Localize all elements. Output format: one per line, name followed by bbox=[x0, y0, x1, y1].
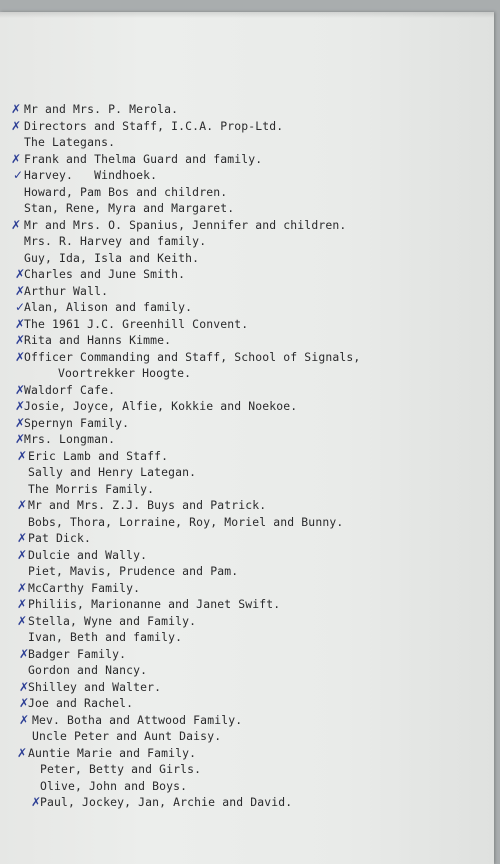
list-item bbox=[0, 316, 494, 333]
list-item-text: Mev. Botha and Attwood Family. bbox=[32, 712, 243, 727]
list-item-text: McCarthy Family. bbox=[28, 580, 141, 595]
list-item-text: Eric Lamb and Staff. bbox=[28, 448, 169, 463]
handwritten-cross-mark: ✗ bbox=[17, 580, 28, 595]
list-item bbox=[0, 514, 494, 531]
list-item bbox=[0, 134, 494, 151]
list-item-text: Guy, Ida, Isla and Keith. bbox=[24, 250, 200, 265]
list-item-text: Waldorf Cafe. bbox=[24, 382, 116, 397]
handwritten-cross-mark: ✗ bbox=[17, 531, 28, 545]
list-item-text: Mrs. Longman. bbox=[24, 432, 116, 446]
list-item-text: Sally and Henry Lategan. bbox=[28, 465, 197, 479]
list-item-text: Dulcie and Wally. bbox=[28, 547, 148, 562]
list-item-text: Stan, Rene, Myra and Margaret. bbox=[24, 201, 235, 215]
handwritten-cross-mark: ✗ bbox=[15, 432, 26, 446]
list-item-text: Joe and Rachel. bbox=[28, 696, 134, 710]
list-item bbox=[0, 151, 494, 168]
list-item bbox=[0, 464, 494, 481]
handwritten-check-mark: ✓ bbox=[13, 168, 24, 182]
list-item bbox=[0, 349, 494, 366]
list-item-text: Auntie Marie and Family. bbox=[28, 745, 197, 760]
name-list bbox=[0, 101, 494, 811]
list-item-text: Rita and Hanns Kimme. bbox=[24, 333, 172, 347]
handwritten-cross-mark: ✗ bbox=[19, 646, 30, 661]
list-item bbox=[0, 415, 494, 432]
list-item bbox=[0, 761, 494, 778]
list-item bbox=[0, 596, 494, 613]
handwritten-cross-mark: ✗ bbox=[11, 102, 22, 116]
list-item-text: The 1961 J.C. Greenhill Convent. bbox=[24, 316, 249, 331]
handwritten-cross-mark: ✗ bbox=[15, 349, 26, 364]
list-item bbox=[0, 745, 494, 762]
list-item-text: Harvey. Windhoek. bbox=[24, 168, 158, 182]
list-item bbox=[0, 431, 494, 448]
list-item-text: Josie, Joyce, Alfie, Kokkie and Noekoe. bbox=[24, 399, 298, 413]
list-item-text: Directors and Staff, I.C.A. Prop-Ltd. bbox=[24, 118, 284, 133]
list-item bbox=[0, 200, 494, 217]
list-item bbox=[0, 778, 494, 795]
list-item bbox=[0, 283, 494, 300]
list-item-text: Ivan, Beth and family. bbox=[28, 630, 183, 644]
list-item-text: Voortrekker Hoogte. bbox=[44, 366, 192, 380]
handwritten-cross-mark: ✗ bbox=[19, 679, 30, 694]
list-item-text: Philiis, Marionanne and Janet Swift. bbox=[28, 597, 281, 611]
handwritten-cross-mark: ✗ bbox=[11, 151, 22, 166]
list-item bbox=[0, 629, 494, 646]
list-item bbox=[0, 101, 494, 118]
list-item bbox=[0, 712, 494, 729]
list-item-text: Gordon and Nancy. bbox=[28, 663, 148, 677]
handwritten-cross-mark: ✗ bbox=[17, 498, 28, 512]
list-item bbox=[0, 332, 494, 349]
list-item bbox=[0, 563, 494, 580]
list-item-text: Stella, Wyne and Family. bbox=[28, 613, 197, 628]
handwritten-cross-mark: ✗ bbox=[15, 415, 26, 430]
list-item bbox=[0, 728, 494, 745]
handwritten-cross-mark: ✗ bbox=[15, 316, 26, 331]
list-item bbox=[0, 382, 494, 399]
list-item-text: Officer Commanding and Staff, School of Signals, bbox=[24, 349, 361, 364]
list-item bbox=[0, 233, 494, 250]
handwritten-cross-mark: ✗ bbox=[31, 795, 42, 809]
list-item-text: Olive, John and Boys. bbox=[40, 778, 188, 793]
list-item-text: The Morris Family. bbox=[28, 481, 155, 496]
handwritten-cross-mark: ✗ bbox=[19, 696, 30, 710]
handwritten-check-mark: ✓ bbox=[15, 300, 26, 314]
handwritten-cross-mark: ✗ bbox=[11, 217, 22, 232]
list-item bbox=[0, 448, 494, 465]
handwritten-cross-mark: ✗ bbox=[15, 382, 26, 397]
list-item bbox=[0, 580, 494, 597]
list-item bbox=[0, 184, 494, 201]
list-item-text: Spernyn Family. bbox=[24, 415, 130, 430]
handwritten-cross-mark: ✗ bbox=[17, 448, 28, 463]
handwritten-cross-mark: ✗ bbox=[17, 547, 28, 562]
list-item-text: Shilley and Walter. bbox=[28, 679, 162, 694]
list-item-text: Frank and Thelma Guard and family. bbox=[24, 151, 263, 166]
list-item-text: Peter, Betty and Girls. bbox=[40, 762, 202, 776]
list-item bbox=[0, 547, 494, 564]
list-item bbox=[0, 481, 494, 498]
list-item bbox=[0, 299, 494, 316]
handwritten-cross-mark: ✗ bbox=[11, 118, 22, 133]
list-item bbox=[0, 679, 494, 696]
list-item-text: Mr and Mrs. O. Spanius, Jennifer and children. bbox=[24, 217, 347, 232]
list-item-text: Badger Family. bbox=[28, 646, 127, 661]
list-item-text: Howard, Pam Bos and children. bbox=[24, 184, 228, 199]
list-item-text: Pat Dick. bbox=[28, 531, 92, 545]
list-item bbox=[0, 530, 494, 547]
list-item bbox=[0, 217, 494, 234]
list-item bbox=[0, 118, 494, 135]
handwritten-cross-mark: ✗ bbox=[15, 333, 26, 347]
list-item-text: Bobs, Thora, Lorraine, Roy, Moriel and Bunny. bbox=[28, 514, 344, 529]
list-item-text: Uncle Peter and Aunt Daisy. bbox=[32, 729, 222, 743]
list-item bbox=[0, 365, 494, 382]
list-item-text: Piet, Mavis, Prudence and Pam. bbox=[28, 564, 239, 578]
handwritten-cross-mark: ✗ bbox=[17, 745, 28, 760]
list-item-text: Charles and June Smith. bbox=[24, 267, 186, 281]
handwritten-cross-mark: ✗ bbox=[15, 267, 26, 281]
list-item bbox=[0, 613, 494, 630]
list-item-text: Mr and Mrs. Z.J. Buys and Patrick. bbox=[28, 498, 267, 512]
list-item bbox=[0, 398, 494, 415]
handwritten-cross-mark: ✗ bbox=[15, 399, 26, 413]
list-item-text: Alan, Alison and family. bbox=[24, 300, 193, 314]
list-item-text: Mr and Mrs. P. Merola. bbox=[24, 102, 179, 116]
list-item-text: Mrs. R. Harvey and family. bbox=[24, 234, 207, 248]
list-item bbox=[0, 167, 494, 184]
typed-paper-sheet bbox=[0, 12, 494, 864]
list-item-text: Paul, Jockey, Jan, Archie and David. bbox=[40, 795, 293, 809]
handwritten-cross-mark: ✗ bbox=[17, 597, 28, 611]
list-item bbox=[0, 250, 494, 267]
handwritten-cross-mark: ✗ bbox=[19, 712, 30, 727]
list-item bbox=[0, 497, 494, 514]
list-item bbox=[0, 662, 494, 679]
list-item-text: Arthur Wall. bbox=[24, 283, 109, 298]
handwritten-cross-mark: ✗ bbox=[17, 613, 28, 628]
handwritten-cross-mark: ✗ bbox=[15, 283, 26, 298]
list-item bbox=[0, 695, 494, 712]
list-item bbox=[0, 646, 494, 663]
list-item bbox=[0, 266, 494, 283]
list-item bbox=[0, 794, 494, 811]
list-item-text: The Lategans. bbox=[24, 135, 116, 149]
